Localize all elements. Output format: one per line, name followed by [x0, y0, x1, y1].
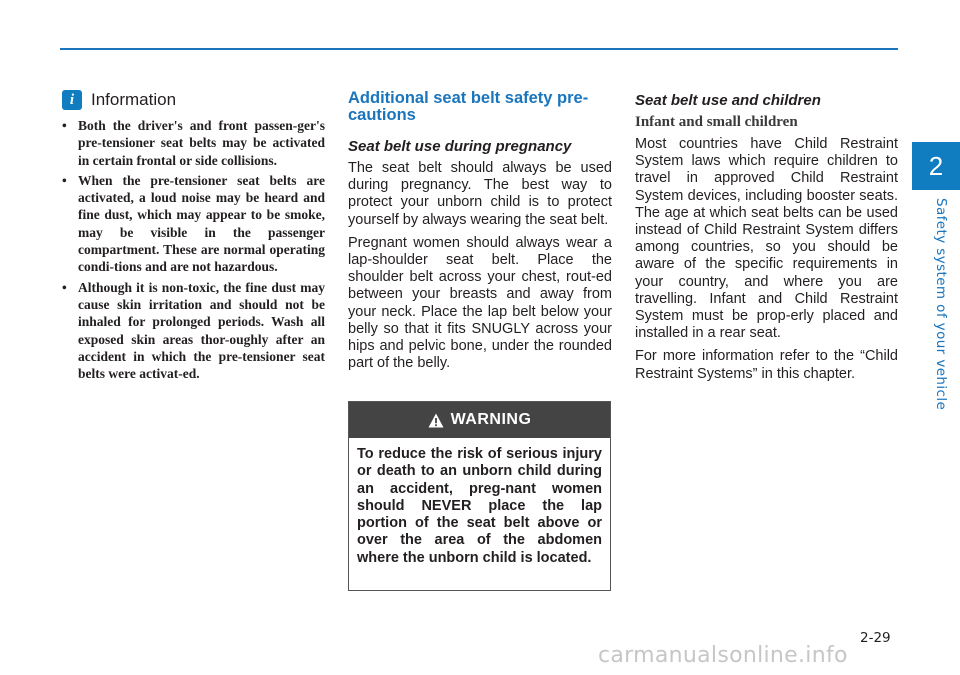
- chapter-title: Safety system of your vehicle: [933, 198, 949, 411]
- children-heading: Seat belt use and children: [635, 92, 821, 109]
- information-header: [62, 90, 325, 110]
- infant-subheading: Infant and small children: [635, 114, 798, 130]
- paragraph: The seat belt should always be used during pregnancy. The best way to protect your unborn child is to protect yourself by always wearing the seat belt.: [348, 160, 612, 228]
- information-list: [60, 117, 325, 382]
- pregnancy-heading: Seat belt use during pregnancy: [348, 138, 572, 155]
- watermark: carmanualsonline.info: [598, 643, 848, 668]
- information-title: Information: [91, 90, 177, 109]
- warning-box: [348, 401, 611, 591]
- chapter-tab: 2: [912, 142, 960, 190]
- warning-text: To reduce the risk of serious injury or death to an unborn child during an accident, preg-nant women should NEVER place the lap portion of the seat belt above or over the area of the abdomen where the unborn child is located.: [357, 446, 602, 566]
- list-item: • Both the driver's and front passen-ger's pre-tensioner seat belts may be activated in certain frontal or side collisions.: [60, 117, 325, 169]
- children-column: [635, 90, 898, 389]
- paragraph: Pregnant women should always wear a lap-shoulder seat belt. Place the shoulder belt across your chest, rout-ed between your breasts and away from your neck. Place the lap belt below your belly so that it fits SNUGLY across your hips and pelvic bone, under the rounded part of the belly.: [348, 234, 612, 372]
- precautions-heading: Additional seat belt safety pre-cautions: [348, 89, 589, 124]
- warning-title: WARNING: [450, 411, 532, 428]
- warning-icon: [428, 413, 444, 428]
- page-number: 2-29: [860, 630, 891, 646]
- paragraph: Most countries have Child Restraint System laws which require children to travel in approved Child Restraint System devices, including booster seats. The age at which seat belts can be used instead of Child Restraint System differs among countries, so you should be aware of the specific requirements in your country, and where you are travelling. Infant and Child Restraint System must be prop-erly placed and installed in a rear seat.: [635, 136, 898, 342]
- header-rule: [60, 48, 898, 50]
- info-icon: i: [62, 90, 82, 110]
- list-item: • Although it is non-toxic, the fine dust may cause skin irritation and should not be inhaled for prolonged periods. Wash all exposed skin areas thor-oughly after an accident in which the pre-tensioner seat belts were activat-ed.: [60, 279, 325, 383]
- warning-header: [349, 402, 610, 438]
- precautions-column: [348, 90, 612, 378]
- information-column: [60, 90, 325, 385]
- list-item: • When the pre-tensioner seat belts are activated, a loud noise may be heard and fine dust, which may appear to be smoke, may be visible in the passenger compartment. These are normal operating condi-tions and are not hazardous.: [60, 172, 325, 276]
- paragraph: For more information refer to the “Child Restraint Systems” in this chapter.: [635, 348, 898, 382]
